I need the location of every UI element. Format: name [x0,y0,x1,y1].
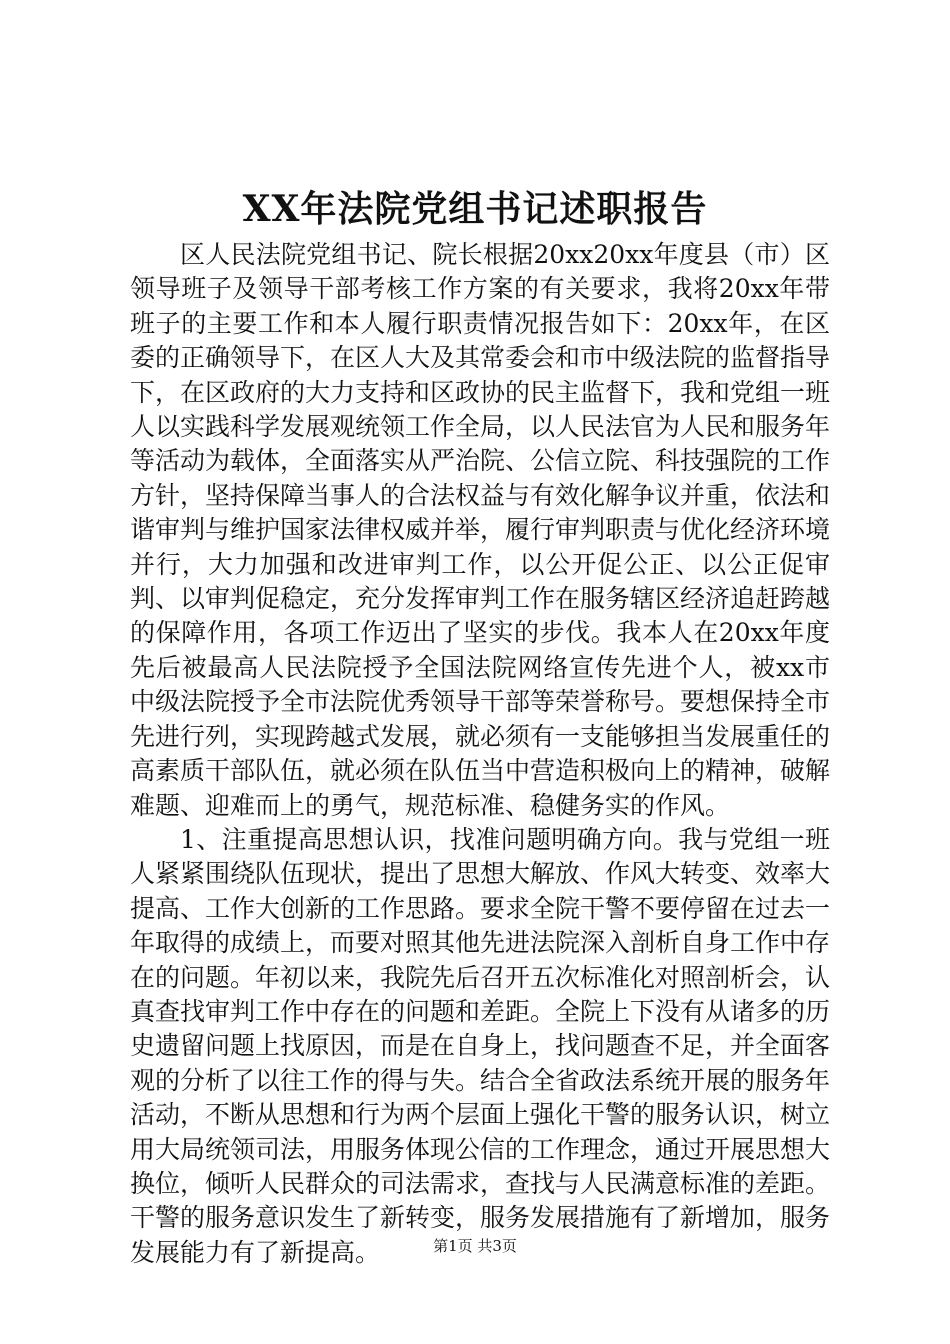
document-title: XX年法院党组书记述职报告 [242,188,708,230]
document-body [130,238,830,1270]
paragraph: 1、注重提高思想认识，找准问题明确方向。我与党组一班人紧紧围绕队伍现状，提出了思想大解放、作风大转变、效率大提高、工作大创新的工作思路。要求全院干警不要停留在过去一年取得的成绩上，而要对照其他先进法院深入剖析自身工作中存在的问题。年初以来，我院先后召开五次标准化对照剖析会，认真查找审判工作中存在的问题和差距。全院上下没有从诸多的历史遗留问题上找原因，而是在自身上，找问题查不足，并全面客观的分析了以往工作的得与失。结合全省政法系统开展的服务年活动，不断从思想和行为两个层面上强化干警的服务认识，树立用大局统领司法，用服务体现公信的工作理念，通过开展思想大换位，倾听人民群众的司法需求，查找与人民满意标准的差距。干警的服务意识发生了新转变，服务发展措施有了新增加，服务发展能力有了新提高。 [130,824,831,1267]
page-footer: 第1页 共3页 [433,1237,517,1255]
paragraph: 区人民法院党组书记、院长根据20xx20xx年度县（市）区领导班子及领导干部考核工作方案的有关要求，我将20xx年带班子的主要工作和本人履行职责情况报告如下：20xx年，在区委的正确领导下，在区人大及其常委会和市中级法院的监督指导下，在区政府的大力支持和区政协的民主监督下，我和党组一班人以实践科学发展观统领工作全局，以人民法官为人民和服务年等活动为载体，全面落实从严治院、公信立院、科技强院的工作方针，坚持保障当事人的合法权益与有效化解争议并重，依法和谐审判与维护国家法律权威并举，履行审判职责与优化经济环境并行，大力加强和改进审判工作，以公开促公正、以公正促审判、以审判促稳定，充分发挥审判工作在服务辖区经济追赶跨越的保障作用，各项工作迈出了坚实的步伐。我本人在20xx年度先后被最高人民法院授予全国法院网络宣传先进个人，被xx市中级法院授予全市法院优秀领导干部等荣誉称号。要想保持全市先进行列，实现跨越式发展，就必须有一支能够担当发展重任的高素质干部队伍，就必须在队伍当中营造积极向上的精神，破解难题、迎难而上的勇气，规范标准、稳健务实的作风。 [130,240,831,820]
